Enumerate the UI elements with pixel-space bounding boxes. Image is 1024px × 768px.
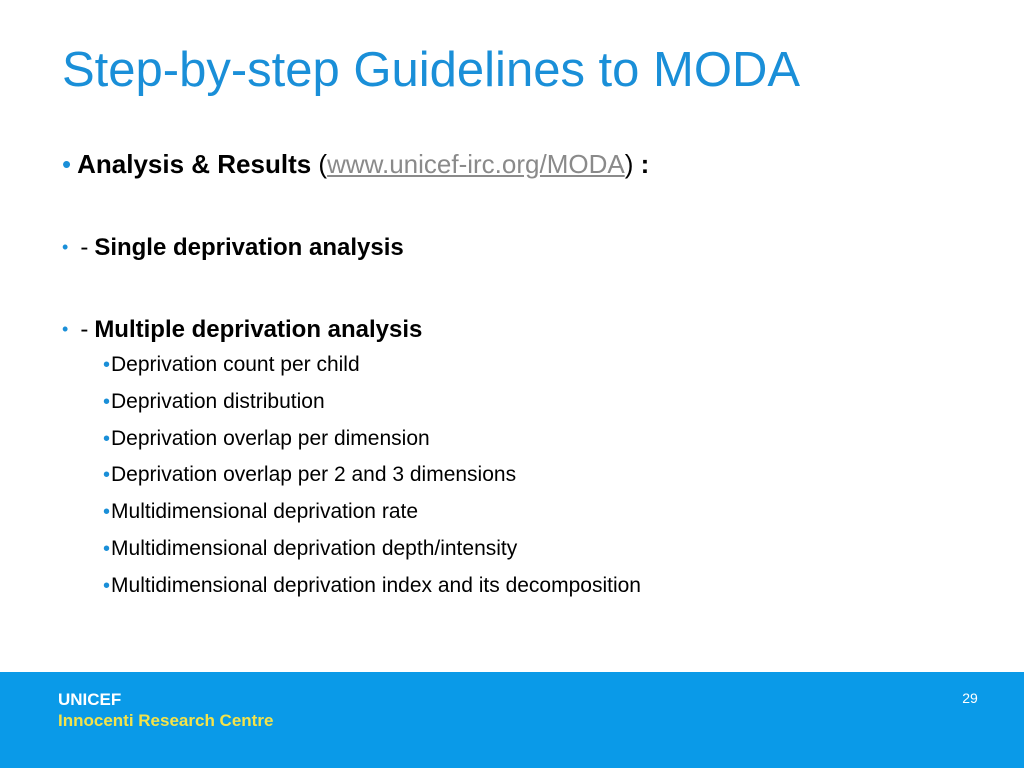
list-item-text: Deprivation count per child xyxy=(111,353,360,376)
list-item xyxy=(103,500,641,537)
bullet-dot: • xyxy=(62,149,72,179)
list-item xyxy=(103,353,641,390)
bullet-dot: • xyxy=(103,427,111,450)
list-item xyxy=(103,537,641,574)
open-paren: ( xyxy=(311,149,328,179)
footer-centre-name: Innocenti Research Centre xyxy=(58,711,274,730)
colon: : xyxy=(633,149,650,179)
list-item-text: Multidimensional deprivation depth/intensity xyxy=(111,536,518,560)
bullet-dot: • xyxy=(103,537,111,560)
footer-bar xyxy=(0,672,1024,768)
bullet-dot: • xyxy=(62,237,69,257)
moda-link[interactable]: www.unicef-irc.org/MODA xyxy=(327,149,625,179)
list-item xyxy=(103,427,641,464)
bullet-dot: • xyxy=(103,354,111,376)
bullet-dot: • xyxy=(103,464,111,487)
list-item-text: Deprivation overlap per 2 and 3 dimensions xyxy=(111,463,517,487)
bullet-single-deprivation xyxy=(62,232,404,265)
list-item-text: Deprivation distribution xyxy=(111,389,325,413)
bullet-label: Single deprivation analysis xyxy=(94,234,404,261)
bullet-multiple-deprivation xyxy=(62,314,422,347)
bullet-dot: • xyxy=(62,319,69,339)
slide-title: Step-by-step Guidelines to MODA xyxy=(62,43,801,97)
bullet-label: Multiple deprivation analysis xyxy=(94,316,423,343)
bullet-analysis-results xyxy=(62,146,649,182)
bullet-dot: • xyxy=(103,390,111,413)
footer-org-name: UNICEF xyxy=(58,690,122,709)
list-item-text: Multidimensional deprivation rate xyxy=(111,500,419,524)
list-item xyxy=(103,574,641,611)
bullet-dot: • xyxy=(103,574,111,597)
close-paren: ) xyxy=(624,149,634,179)
bullet-dash: - xyxy=(80,316,89,343)
page-number: 29 xyxy=(962,690,978,706)
list-item-text: Deprivation overlap per dimension xyxy=(111,426,430,450)
list-item xyxy=(103,463,641,500)
multiple-deprivation-list xyxy=(103,353,641,611)
bullet-dash: - xyxy=(80,234,89,261)
list-item xyxy=(103,390,641,427)
bullet-heading: Analysis & Results xyxy=(77,149,312,179)
list-item-text: Multidimensional deprivation index and its decomposition xyxy=(111,573,641,597)
bullet-dot: • xyxy=(103,501,111,524)
